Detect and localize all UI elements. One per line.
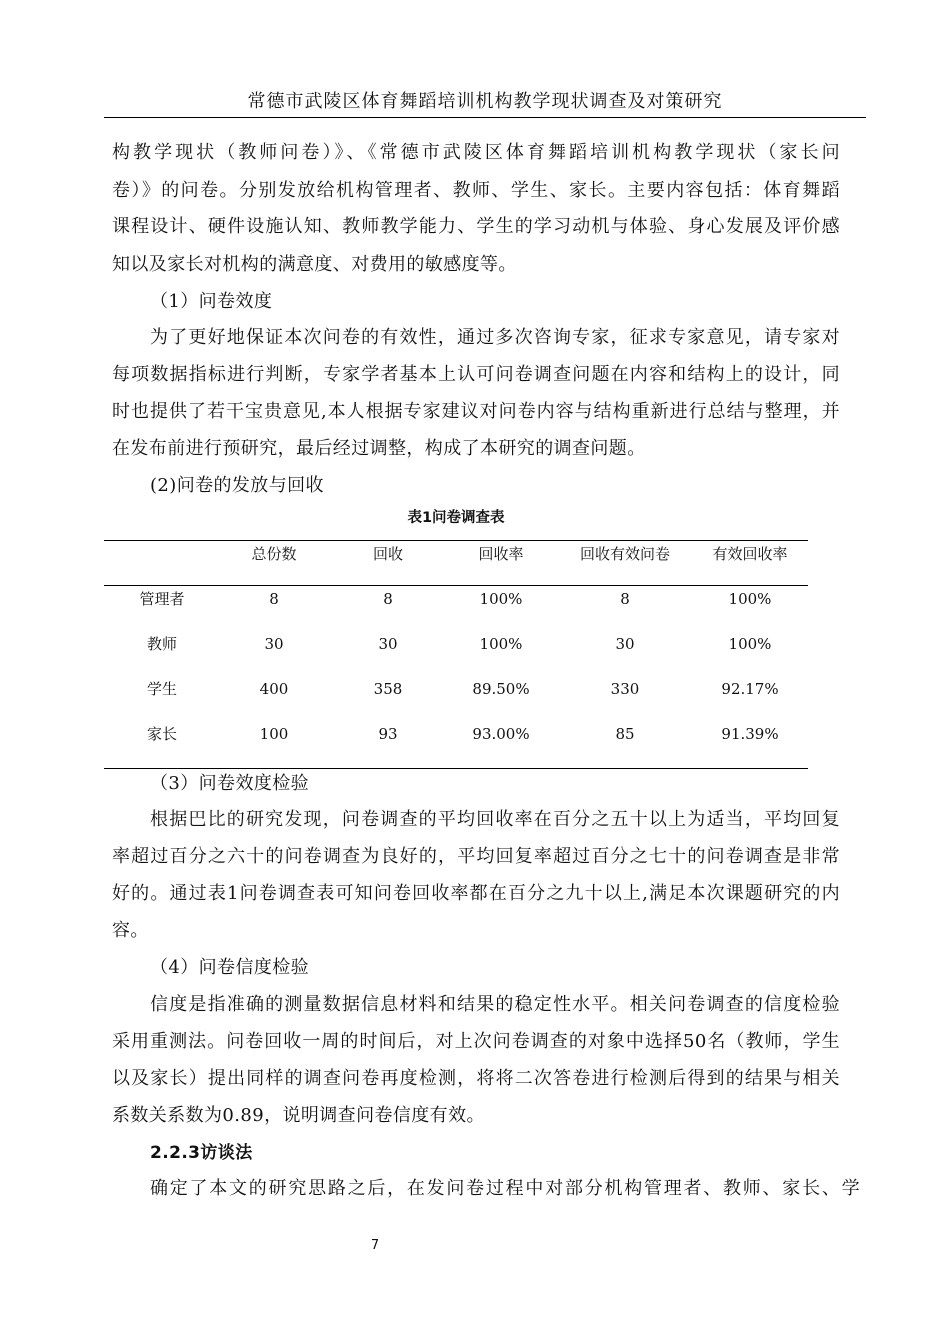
text-line: 知以及家长对机构的满意度、对费用的敏感度等。 xyxy=(112,254,517,275)
section-heading: （4）问卷信度检验 xyxy=(150,957,310,978)
text-line: 每项数据指标进行判断，专家学者基本上认可问卷调查问题在内容和结构上的设计，同 xyxy=(112,364,840,385)
table-header-cell: 有效回收率 xyxy=(712,545,788,563)
text-line: 率超过百分之六十的问卷调查为良好的，平均回复率超过百分之七十的问卷调查是非常 xyxy=(112,846,840,867)
text-line: 课程设计、硬件设施认知、教师教学能力、学生的学习动机与体验、身心发展及评价感 xyxy=(112,216,840,237)
running-title: 常德市武陵区体育舞蹈培训机构教学现状调查及对策研究 xyxy=(247,91,723,112)
section-heading-2-2-3: 2.2.3访谈法 xyxy=(150,1143,253,1163)
table-cell: 91.39% xyxy=(721,725,779,743)
survey-table xyxy=(104,540,808,769)
section-heading: （3）问卷效度检验 xyxy=(150,773,310,794)
text-line: 根据巴比的研究发现，问卷调查的平均回收率在百分之五十以上为适当，平均回复 xyxy=(150,809,840,830)
text-line: 时也提供了若干宝贵意见,本人根据专家建议对问卷内容与结构重新进行总结与整理，并 xyxy=(112,401,840,422)
table-cell: 8 xyxy=(269,590,279,608)
text-line: 好的。通过表1问卷调查表可知问卷回收率都在百分之九十以上,满足本次课题研究的内 xyxy=(112,883,840,904)
table-cell: 家长 xyxy=(146,725,178,743)
table-cell: 教师 xyxy=(146,635,178,653)
text-line: 为了更好地保证本次问卷的有效性，通过多次咨询专家，征求专家意见，请专家对 xyxy=(150,327,840,348)
text-line: 信度是指准确的测量数据信息材料和结果的稳定性水平。相关问卷调查的信度检验 xyxy=(150,994,840,1015)
text-line: 系数关系数为0.89，说明调查问卷信度有效。 xyxy=(112,1105,485,1126)
text-line: 在发布前进行预研究，最后经过调整，构成了本研究的调查问题。 xyxy=(112,438,646,459)
table-header-cell: 回收率 xyxy=(478,545,524,563)
table-cell: 100% xyxy=(479,635,523,653)
table-cell: 89.50% xyxy=(472,680,530,698)
table-cell: 93 xyxy=(378,725,398,743)
header-rule xyxy=(104,117,866,118)
text-line: 以及家长）提出同样的调查问卷再度检测，将将二次答卷进行检测后得到的结果与相关 xyxy=(112,1068,840,1089)
table-cell: 100 xyxy=(259,725,289,743)
page-number: 7 xyxy=(370,1238,380,1253)
table-cell: 85 xyxy=(615,725,635,743)
table-cell: 100% xyxy=(728,635,772,653)
text-line: 构教学现状（教师问卷）》、《常德市武陵区体育舞蹈培训机构教学现状（家长问 xyxy=(112,142,840,163)
table-cell: 93.00% xyxy=(472,725,530,743)
table-cell: 8 xyxy=(383,590,393,608)
text-line: 卷）》的问卷。分别发放给机构管理者、教师、学生、家长。主要内容包括：体育舞蹈 xyxy=(112,180,840,201)
table-header-cell: 回收 xyxy=(372,545,404,563)
table-cell: 100% xyxy=(479,590,523,608)
table-cell: 8 xyxy=(620,590,630,608)
table-cell: 30 xyxy=(615,635,635,653)
table-cell: 400 xyxy=(259,680,289,698)
section-heading: （1）问卷效度 xyxy=(150,291,273,312)
table-header-cell: 总份数 xyxy=(251,545,297,563)
table-cell: 330 xyxy=(610,680,640,698)
table-cell: 30 xyxy=(264,635,284,653)
table-cell: 学生 xyxy=(146,680,178,698)
text-line: 采用重测法。问卷回收一周的时间后，对上次问卷调查的对象中选择50名（教师，学生 xyxy=(112,1031,840,1052)
table-header-cell: 回收有效问卷 xyxy=(579,545,671,563)
table-caption: 表1问卷调查表 xyxy=(407,510,505,526)
table-cell: 30 xyxy=(378,635,398,653)
table-cell: 358 xyxy=(373,680,403,698)
table-cell: 管理者 xyxy=(139,590,185,608)
table-header-rule xyxy=(104,585,808,586)
table-cell: 92.17% xyxy=(721,680,779,698)
section-heading: (2)问卷的发放与回收 xyxy=(150,475,324,496)
table-cell: 100% xyxy=(728,590,772,608)
text-line: 容。 xyxy=(112,920,149,941)
text-line: 确定了本文的研究思路之后，在发问卷过程中对部分机构管理者、教师、家长、学 xyxy=(150,1178,860,1199)
